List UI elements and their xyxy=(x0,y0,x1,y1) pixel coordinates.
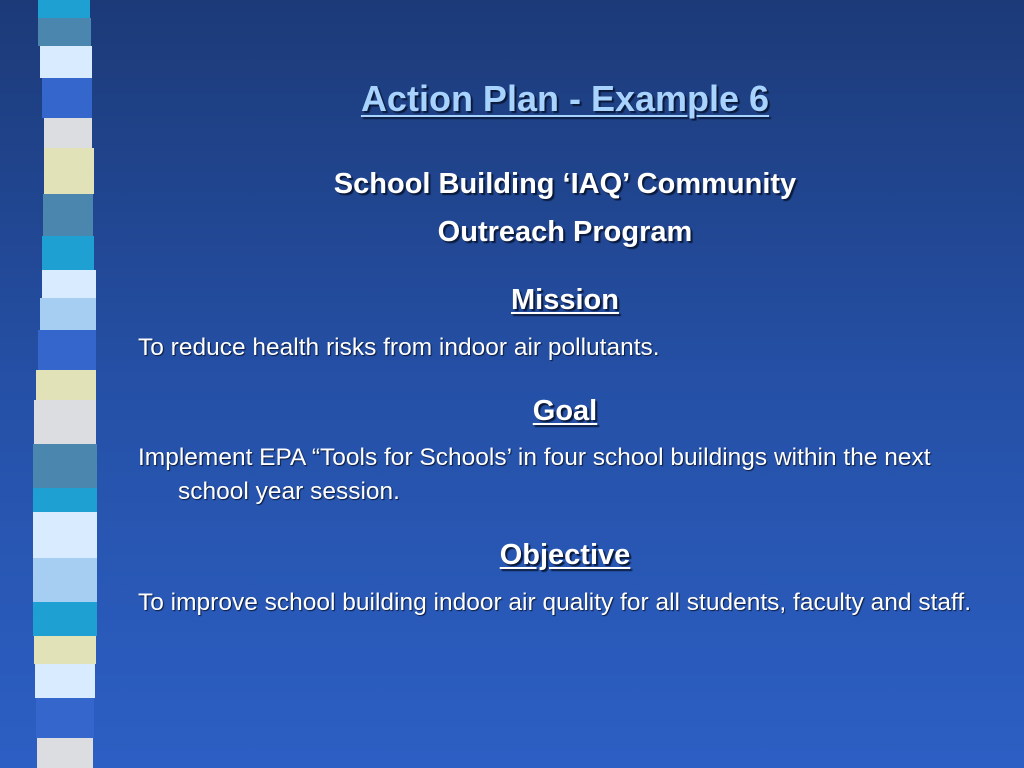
stripe-block xyxy=(33,558,97,602)
stripe-block xyxy=(34,636,96,664)
decorative-stripe-bar xyxy=(0,0,120,768)
goal-text: Implement EPA “Tools for Schools’ in four school buildings within the next school year session. xyxy=(138,444,931,505)
objective-text: To improve school building indoor air quality for all students, faculty and staff. xyxy=(138,589,971,616)
mission-heading: Mission xyxy=(511,284,619,316)
stripe-block xyxy=(33,444,97,488)
subtitle-line-1: School Building ‘IAQ’ Community xyxy=(333,168,797,200)
stripe-block xyxy=(40,298,96,330)
slide-title: Action Plan - Example 6 xyxy=(360,78,770,119)
stripe-block xyxy=(33,602,97,636)
stripe-block xyxy=(44,118,92,148)
stripe-block xyxy=(42,236,94,270)
stripe-block xyxy=(42,78,92,118)
stripe-block xyxy=(44,148,94,194)
stripe-block xyxy=(33,488,97,512)
stripe-block xyxy=(40,46,92,78)
stripe-block xyxy=(36,698,94,738)
slide-subtitle xyxy=(140,160,990,256)
objective-heading: Objective xyxy=(499,539,631,571)
stripe-block xyxy=(43,194,93,236)
stripe-block xyxy=(35,664,95,698)
stripe-block xyxy=(36,370,96,400)
mission-text: To reduce health risks from indoor air pollutants. xyxy=(138,334,660,361)
stripe-block xyxy=(38,330,96,370)
stripe-block xyxy=(38,0,90,18)
stripe-block xyxy=(33,512,97,558)
stripe-block xyxy=(37,738,93,768)
stripe-block xyxy=(38,18,91,46)
subtitle-line-2: Outreach Program xyxy=(437,216,693,248)
stripe-block xyxy=(34,400,96,444)
goal-heading: Goal xyxy=(532,395,598,427)
stripe-block xyxy=(42,270,96,298)
